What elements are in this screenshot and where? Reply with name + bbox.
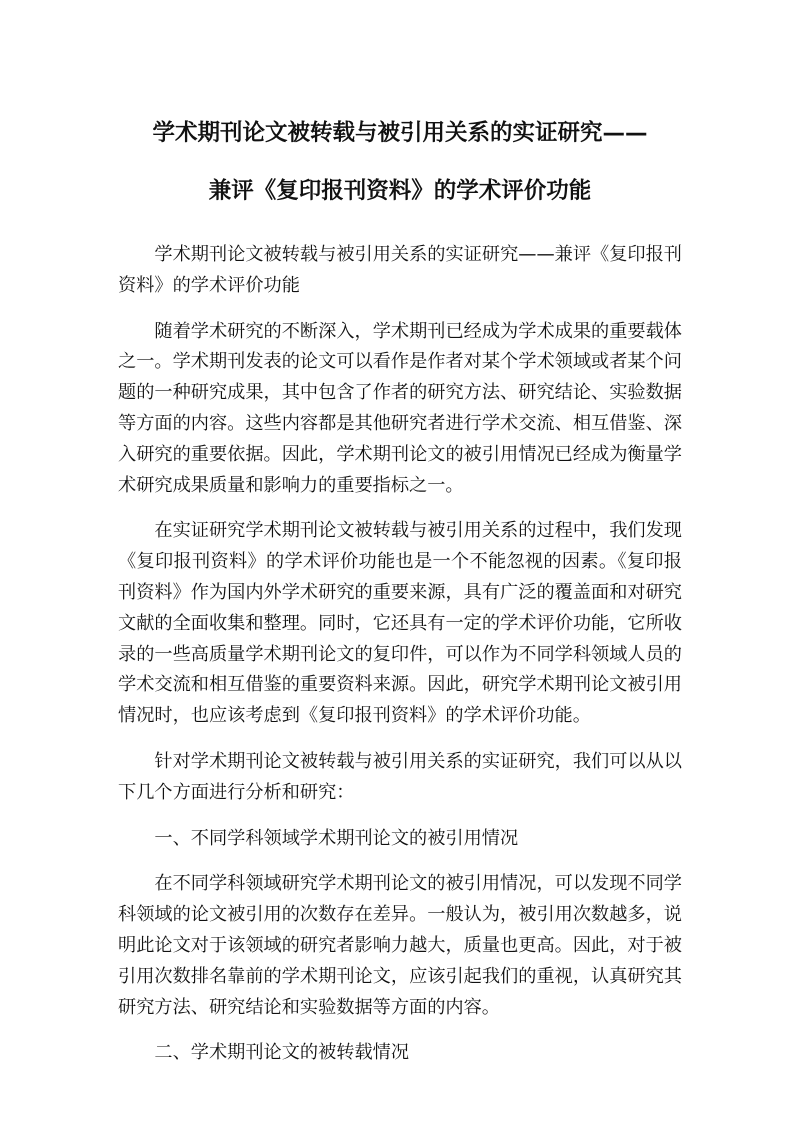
document-title-line-1: 学术期刊论文被转载与被引用关系的实证研究—— (152, 120, 648, 146)
paragraph-fuyin-baokan: 在实证研究学术期刊论文被转载与被引用关系的过程中，我们发现《复印报刊资料》的学术评价功能也是一个不能忽视的因素。《复印报刊资料》作为国内外学术研究的重要来源，具有广泛的覆盖面和对研究文献的全面收集和整理。同时，它还具有一定的学术评价功能，它所收录的一些高质量学术期刊论文的复印件，可以作为不同学科领域人员的学术交流和相互借鉴的重要资料来源。因此，研究学术期刊论文被引用情况时，也应该考虑到《复印报刊资料》的学术评价功能。 (118, 520, 682, 727)
document-page (118, 104, 682, 1084)
paragraph-background: 随着学术研究的不断深入，学术期刊已经成为学术成果的重要载体之一。学术期刊发表的论文可以看作是作者对某个学术领域或者某个问题的一种研究成果，其中包含了作者的研究方法、研究结论、实验数据等方面的内容。这些内容都是其他研究者进行学术交流、相互借鉴、深入研究的重要依据。因此，学术期刊论文的被引用情况已经成为衡量学术研究成果质量和影响力的重要指标之一。 (118, 320, 682, 496)
section-2-heading: 二、学术期刊论文的被转载情况 (154, 1042, 410, 1064)
document-body (118, 240, 682, 1069)
document-title-line-2: 兼评《复印报刊资料》的学术评价功能 (208, 178, 592, 204)
section-1-heading: 一、不同学科领域学术期刊论文的被引用情况 (154, 827, 519, 849)
paragraph-analysis-aspects: 针对学术期刊论文被转载与被引用关系的实证研究，我们可以从以下几个方面进行分析和研究： (118, 750, 682, 803)
paragraph-intro: 学术期刊论文被转载与被引用关系的实证研究——兼评《复印报刊资料》的学术评价功能 (118, 244, 682, 296)
section-1-paragraph: 在不同学科领域研究学术期刊论文的被引用情况，可以发现不同学科领域的论文被引用的次数存在差异。一般认为，被引用次数越多，说明此论文对于该领域的研究者影响力越大，质量也更高。因此，对于被引用次数排名靠前的学术期刊论文，应该引起我们的重视，认真研究其研究方法、研究结论和实验数据等方面的内容。 (118, 873, 682, 1018)
